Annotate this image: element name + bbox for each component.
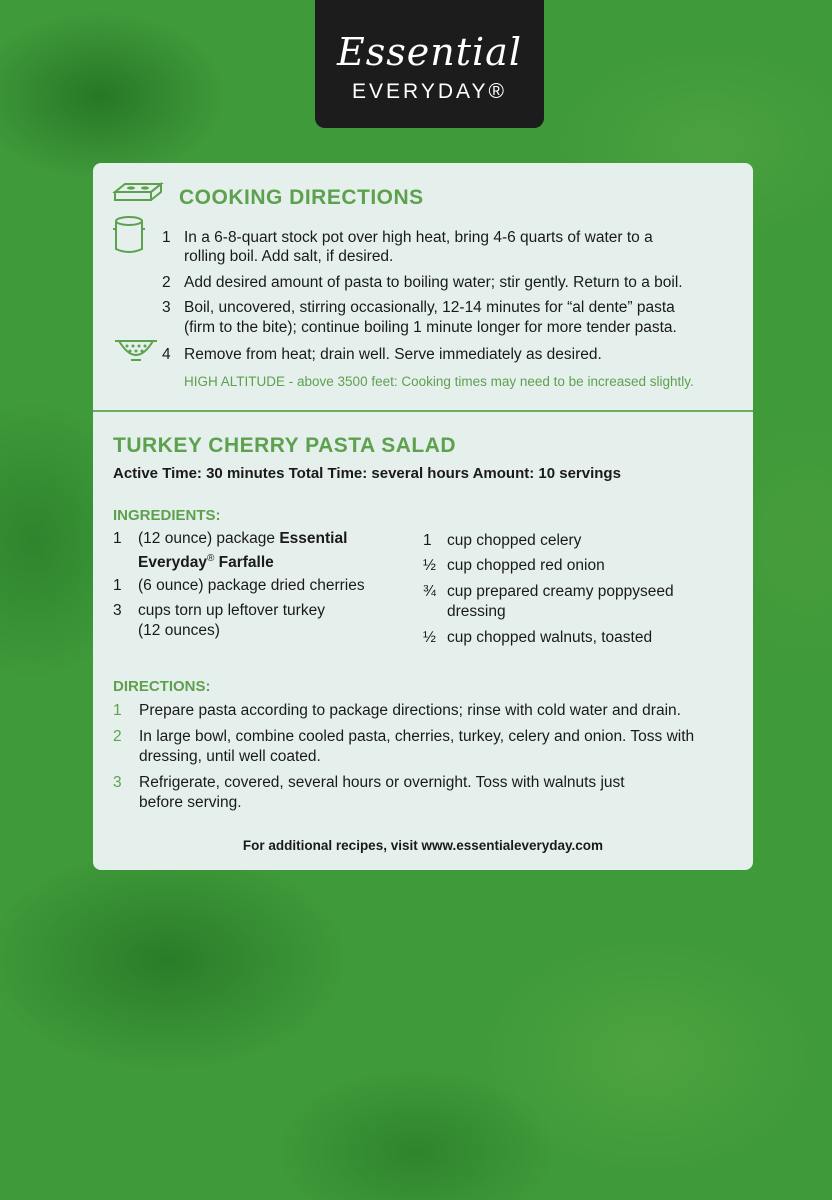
ingredient-qty: ½	[423, 557, 436, 574]
ingredient-text: cup chopped celery	[447, 532, 582, 549]
ingredient-text-line2: (12 ounces)	[138, 622, 220, 639]
colander-icon	[113, 333, 159, 363]
direction-line: In large bowl, combine cooled pasta, cherries, turkey, celery and onion. Toss with	[139, 728, 695, 745]
ingredient-text: (6 ounce) package dried cherries	[138, 577, 365, 594]
direction-line: Refrigerate, covered, several hours or overnight. Toss with walnuts just	[139, 774, 625, 791]
cook-step-3-line2: (firm to the bite); continue boiling 1 minute longer for more tender pasta.	[184, 319, 677, 336]
ingredient-text-part: (12 ounce) package	[138, 530, 280, 547]
ingredient-qty: 3	[113, 602, 122, 619]
direction-line2: before serving.	[139, 794, 242, 811]
ingredient-text	[138, 528, 347, 550]
ingredient-qty: ½	[423, 629, 436, 646]
brand-logo	[315, 0, 544, 128]
cook-step-2-num: 2	[162, 274, 171, 291]
recipe-meta: Active Time: 30 minutes Total Time: several hours Amount: 10 servings	[113, 465, 621, 482]
direction-num: 3	[113, 774, 122, 791]
direction-num: 2	[113, 728, 122, 745]
footer-website-note: For additional recipes, visit www.essentialeveryday.com	[242, 838, 604, 853]
section-divider	[93, 410, 753, 412]
cook-step-2-line1: Add desired amount of pasta to boiling water; stir gently. Return to a boil.	[184, 274, 683, 291]
stove-icon	[111, 182, 165, 204]
ingredients-label: INGREDIENTS:	[113, 507, 221, 524]
ingredient-text: cups torn up leftover turkey	[138, 602, 325, 619]
direction-num: 1	[113, 702, 122, 719]
high-altitude-note: HIGH ALTITUDE - above 3500 feet: Cooking times may need to be increased slightly.	[184, 374, 694, 389]
recipe-title: TURKEY CHERRY PASTA SALAD	[113, 434, 457, 457]
ingredient-text: cup prepared creamy poppyseed	[447, 583, 674, 600]
ingredient-text: cup chopped red onion	[447, 557, 605, 574]
cooking-title: COOKING DIRECTIONS	[179, 186, 424, 209]
ingredient-qty: 1	[113, 577, 122, 594]
recipe-card	[93, 163, 753, 870]
ingredient-text: cup chopped walnuts, toasted	[447, 629, 653, 646]
direction-line: Prepare pasta according to package directions; rinse with cold water and drain.	[139, 702, 681, 719]
ingredient-brand: Essential	[279, 530, 348, 547]
ingredient-text-line2	[138, 548, 274, 574]
ingredient-qty: 1	[423, 532, 432, 549]
cook-step-4-line1: Remove from heat; drain well. Serve immediately as desired.	[184, 346, 602, 363]
cook-step-4-num: 4	[162, 346, 171, 363]
cook-step-3-num: 3	[162, 299, 171, 316]
registered-mark: ®	[206, 553, 215, 564]
cook-step-1-line2: rolling boil. Add salt, if desired.	[184, 248, 394, 265]
directions-label: DIRECTIONS:	[113, 678, 211, 695]
ingredient-qty: 1	[113, 530, 122, 547]
cook-step-3-line1: Boil, uncovered, stirring occasionally, 12-14 minutes for “al dente” pasta	[184, 299, 675, 316]
brand-sub: EVERYDAY®	[352, 80, 507, 103]
pot-icon	[113, 215, 145, 255]
cook-step-1-line1: In a 6-8-quart stock pot over high heat, bring 4-6 quarts of water to a	[184, 229, 653, 246]
ingredient-product: Farfalle	[214, 554, 274, 572]
ingredient-brand-2: Everyday	[138, 554, 207, 572]
direction-line2: dressing, until well coated.	[139, 748, 321, 765]
brand-script: Essential	[337, 30, 522, 74]
ingredient-qty: ¾	[423, 583, 436, 600]
ingredient-text-line2: dressing	[447, 603, 506, 620]
cook-step-1-num: 1	[162, 229, 171, 246]
